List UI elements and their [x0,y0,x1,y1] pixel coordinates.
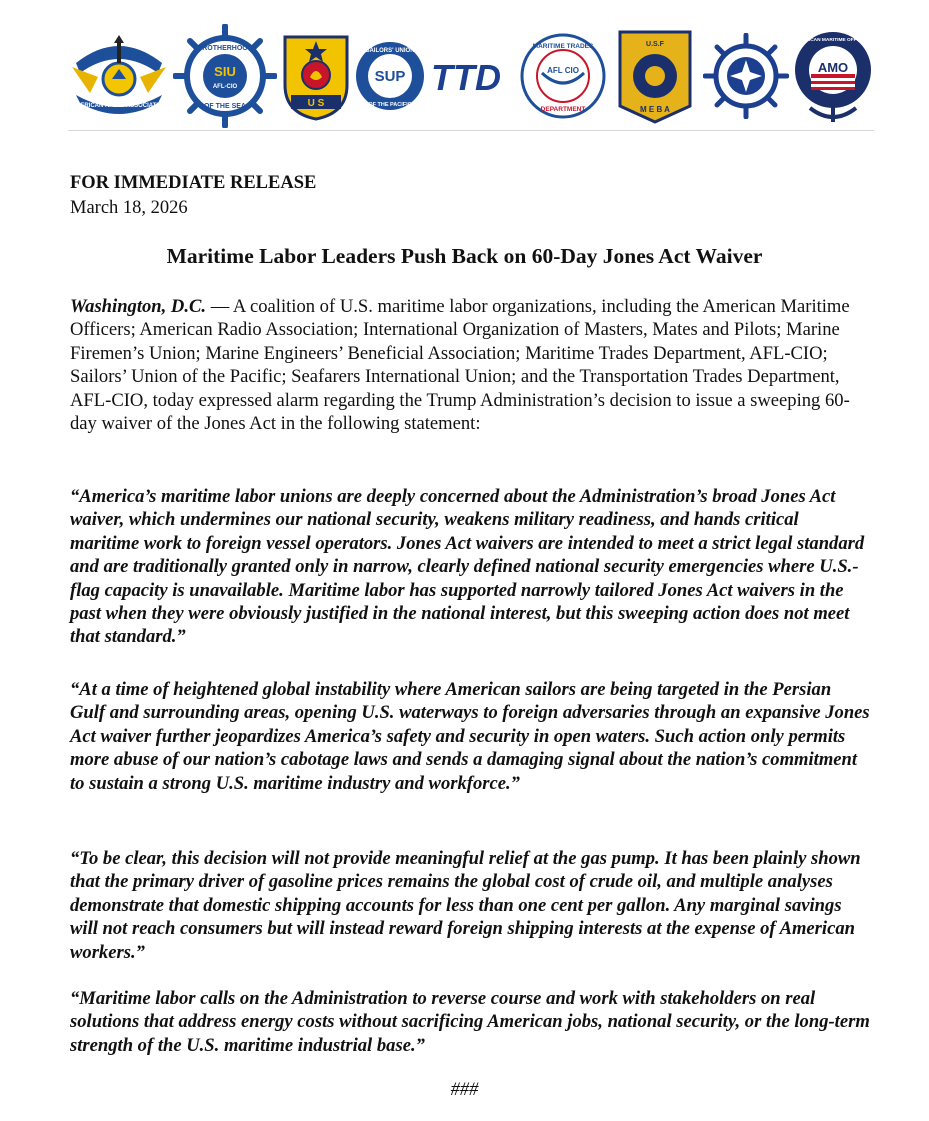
intro-text: — A coalition of U.S. maritime labor organizations, including the American Maritime Officers; American Radio Association; International Organization of Masters, Mates and Pilots; Marine Firemen’s Union; Marine Engineers’ Beneficial Association; Maritime Trades Department, AFL-CIO; Sailors’ Union of the Pacific; Seafarers International Union; and the Transportation Trades Department, AFL-CIO, today expressed alarm regarding the Trump Administration’s decision to issue a sweeping 60-day waiver of the Jones Act in the following statement: [70,296,850,435]
mtd-logo [520,26,606,126]
end-of-release-mark: ### [450,1080,479,1100]
statement-paragraph: “At a time of heightened global instability where American sailors are being targeted in the Persian Gulf and surrounding areas, opening U.S. waterways to foreign adversaries through an expansive Jones Act waiver further jeopardizes America’s safety and security in open waters. Such action only permits more abuse of our nation’s cabotage laws and sends a damaging signal about the nation’s commitment to sustain a strong U.S. maritime industry and workforce.” [70,679,870,794]
siu-ring-top: BROTHERHOOD [197,45,254,52]
release-date: March 18, 2026 [70,198,188,218]
meba-logo-sub: U.S.F [645,41,664,48]
ttd-logo-text: TTD [431,57,501,96]
dateline: Washington, D.C. [70,296,207,317]
sup-logo-text: SUP [374,68,406,85]
intro-paragraph [70,295,870,435]
sup-ring-top: SAILORS' UNION [365,48,415,54]
ttd-logo [429,26,517,126]
release-label: FOR IMMEDIATE RELEASE [70,173,317,193]
siu-logo [173,26,277,126]
mtd-ring-top: MARITIME TRADES [532,43,594,50]
mmp-logo [703,26,789,126]
mtd-ring-bottom: DEPARTMENT [540,106,586,113]
meba-logo [610,26,700,126]
siu-logo-sub: AFL-CIO [213,84,238,90]
sup-ring-bottom: OF THE PACIFIC [368,102,412,108]
ara-logo-text: AMERICAN RADIO ASSOCIATION [71,103,167,109]
statement-paragraph: “America’s maritime labor unions are deeply concerned about the Administration’s broad Jones Act waiver, which undermines our national security, weakens military readiness, and hands critical maritime work to foreign vessel operators. Jones Act waivers are intended to meet a strict legal standard and are traditionally granted only in narrow, clearly defined national security emergencies where U.S.-flag capacity is unavailable. Maritime labor has supported narrowly tailored Jones Act waivers in the past when they were obviously justified in the national interest, but this sweeping action does not meet that standard.” [70,486,865,648]
amo-logo-text: AMO [817,60,849,75]
mfu-logo-text: U S [307,98,324,109]
sup-logo [354,26,426,126]
american-radio-association-logo [68,26,170,126]
union-logo-strip [68,20,874,132]
amo-ring-top: AMERICAN MARITIME OFFICERS [794,38,872,43]
marine-firemen-logo [281,26,351,126]
mtd-logo-text: AFL CIO [547,66,580,75]
header-divider [68,130,874,131]
statement-paragraph: “Maritime labor calls on the Administration to reverse course and work with stakeholders on real solutions that address energy costs without sacrificing American jobs, national security, or the long-term strength of the U.S. maritime industrial base.” [70,988,870,1056]
statement-paragraph: “To be clear, this decision will not provide meaningful relief at the gas pump. It has been plainly shown that the primary driver of gasoline prices remains the global cost of crude oil, and multiple analyses demonstrate that domestic shipping accounts for less than one cent per gallon. Any marginal savings will not reach consumers but will instead reward foreign shipping interests at the expense of American workers.” [70,848,861,963]
meba-logo-text: M E B A [639,105,670,114]
amo-logo [792,26,874,126]
siu-logo-text: SIU [214,64,237,79]
headline: Maritime Labor Leaders Push Back on 60-Day Jones Act Waiver [166,244,763,268]
siu-ring-bottom: OF THE SEA [204,103,247,110]
